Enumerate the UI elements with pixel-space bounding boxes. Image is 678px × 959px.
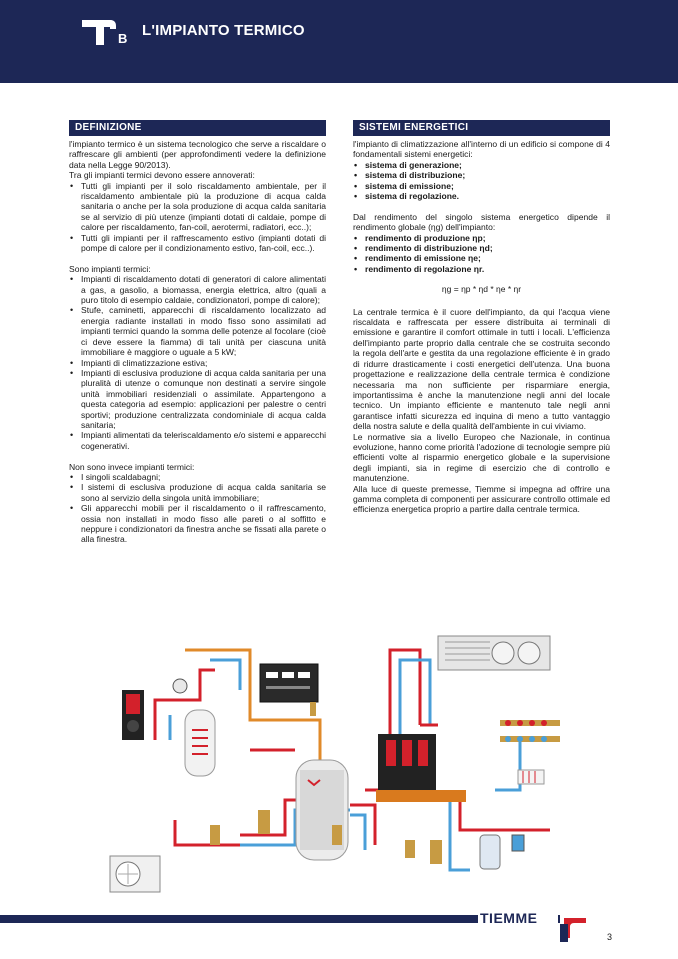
page-number: 3 [607,932,613,942]
definizione-heading: DEFINIZIONE [69,120,326,136]
list-item: • sistema di emissione; [365,181,610,191]
list-item: • Impianti di esclusiva produzione di acqua calda sanitaria per una pluralità di utenze o comunque non destinati a servire singole unità immobiliari residenziali o assimilate. Appartengono a questa categoria ad esempio: applicazioni per palestre o centri sportivi; produzione centralizzata condominiale di acqua calda sanitaria; [81,368,326,430]
list-item: • rendimento di produzione ηp; [365,233,610,243]
list-item: • rendimento di distribuzione ηd; [365,243,610,253]
paragraph: La centrale termica è il cuore dell'impianto, da qui l'acqua viene riscaldata e raffrescata per essere distribuita ai terminali di emissione e garantire il comfort ottimale in tutti i locali. L'efficienza dell'impianto parte proprio dalla centrale che se costruita secondo la regola dell'arte e gestita da una regolazione efficiente è in grado di ridurre drasticamente i costi energetici dell'utenza. Una buona progettazione e realizzazione della centrale termica è condizione necessaria ma non sufficiente per risparmiare energia, importantissima è anche la manutenzione negli anni del locale tecnico. Un impianto efficiente e mantenuto tale negli anni garantisce infatti sicurezza ed inquina di meno a tutto vantaggio della nostra salute e della qualità dell'ambiente in cui viviamo. [353,306,610,432]
included-list [69,181,326,254]
sistemi-intro: l'impianto di climatizzazione all'interno di un edificio si compone di 4 fondamentali sistemi energetici: [353,139,610,160]
definizione-body [69,139,326,545]
list-item: • Tutti gli impianti per il solo riscaldamento ambientale, per il riscaldamento ambientale più la produzione di acqua calda sanitaria o anche per la sola produzione di acqua calda sanitaria se al servizio di più utenze (impianti dotati di caldaie, pompe di calore per riscaldamento, fan-coil, aerotermi, radiatori, ecc..); [81,181,326,233]
list-item: • Stufe, caminetti, apparecchi di riscaldamento localizzato ad energia radiante installati in modo fisso sono assimilati ad impianti termici quando la somma delle potenze al focolare (cioè ci deve essere la fiamma) di tali unità per ciascuna unità immobiliare è maggiore o uguale a 5 kW; [81,305,326,357]
list-item: • sistema di regolazione. [365,191,610,201]
list-item: • I sistemi di esclusiva produzione di acqua calda sanitaria se sono al servizio della singola unità immobiliare; [81,482,326,503]
page-header [0,0,678,83]
footer-bar [0,915,560,923]
page-title: L'IMPIANTO TERMICO [142,22,305,39]
list-item: • sistema di generazione; [365,160,610,170]
fancoil-icon [438,636,550,670]
brand-name: TIEMME [480,910,538,926]
manifold-icon [376,734,466,802]
heat-pump-icon [110,856,160,892]
not-label: Non sono invece impianti termici: [69,461,195,472]
list-item: • Gli apparecchi mobili per il riscaldamento o il raffrescamento, ossia non installati in modo fisso alle pareti o al soffitto e neppure i condizionatori da finestra anche se fissati alla parete o alla finestra. [81,503,326,545]
sistemi-column [353,120,610,515]
sistemi-body [353,139,610,515]
paragraph: Alla luce di queste premesse, Tiemme si impegna ad offrire una gamma completa di componenti per assicurare controllo ottimale ed efficienza energetica proprio a partire dalla centrale termica. [353,483,610,515]
logo-letter: B [118,31,128,46]
are-label: Sono impianti termici: [69,263,151,274]
radiator-icon [518,770,544,784]
are-list [69,274,326,451]
list-item: • Impianti di riscaldamento dotati di generatori di calore alimentati a gas, a gasolio, a biomassa, energia elettrica, altro (quali a puro titolo di esempio caldaie, condizionatori, pompe di calore); [81,274,326,305]
list-item: • I singoli scaldabagni; [81,472,326,482]
floor-manifold-icon [500,720,560,742]
efficiency-formula: ηg = ηp * ηd * ηe * ηr [441,284,522,295]
list-item: • Impianti di climatizzazione estiva; [81,358,326,368]
list-item: • rendimento di emissione ηe; [365,253,610,263]
heating-plant-diagram [100,630,580,900]
definizione-column [69,120,326,545]
definizione-intro-2: Tra gli impianti termici devono essere annoverati: [69,170,255,181]
list-item: • sistema di distribuzione; [365,170,610,180]
hydraulic-unit-icon [122,690,144,740]
list-item: • Tutti gli impianti per il raffrescamento estivo (impianti dotati di pompe di calore per il condizionamento estivo, fan-coil, ecc..). [81,233,326,254]
water-filter-icon [480,835,524,869]
control-panel-icon [260,664,318,702]
not-list [69,472,326,545]
list-item: • Impianti alimentati da teleriscaldamento e/o sistemi e apparecchi cogenerativi. [81,430,326,451]
list-item: • rendimento di regolazione ηr. [365,264,610,274]
definizione-intro: l'impianto termico è un sistema tecnologico che serve a riscaldare o raffrescare gli ambienti (per approfondimenti vedere la definizione data nella Legge 90/2013). [69,139,326,170]
systems-list [353,160,610,202]
paragraph: Le normative sia a livello Europeo che Nazionale, in continua evoluzione, hanno come priorità l'adozione di tecnologie sempre più efficienti volte al risparmio energetico globale e la supervisione degli impianti, sia in regime di esercizio che di controllo e manutenzione. [353,431,610,484]
pump-icon [173,679,187,693]
yields-list [353,233,610,275]
sistemi-heading: SISTEMI ENERGETICI [353,120,610,136]
yield-intro: Dal rendimento del singolo sistema energetico dipende il rendimento globale (ηg) dell'impianto: [353,211,610,233]
boiler-tank-icon [185,710,215,776]
